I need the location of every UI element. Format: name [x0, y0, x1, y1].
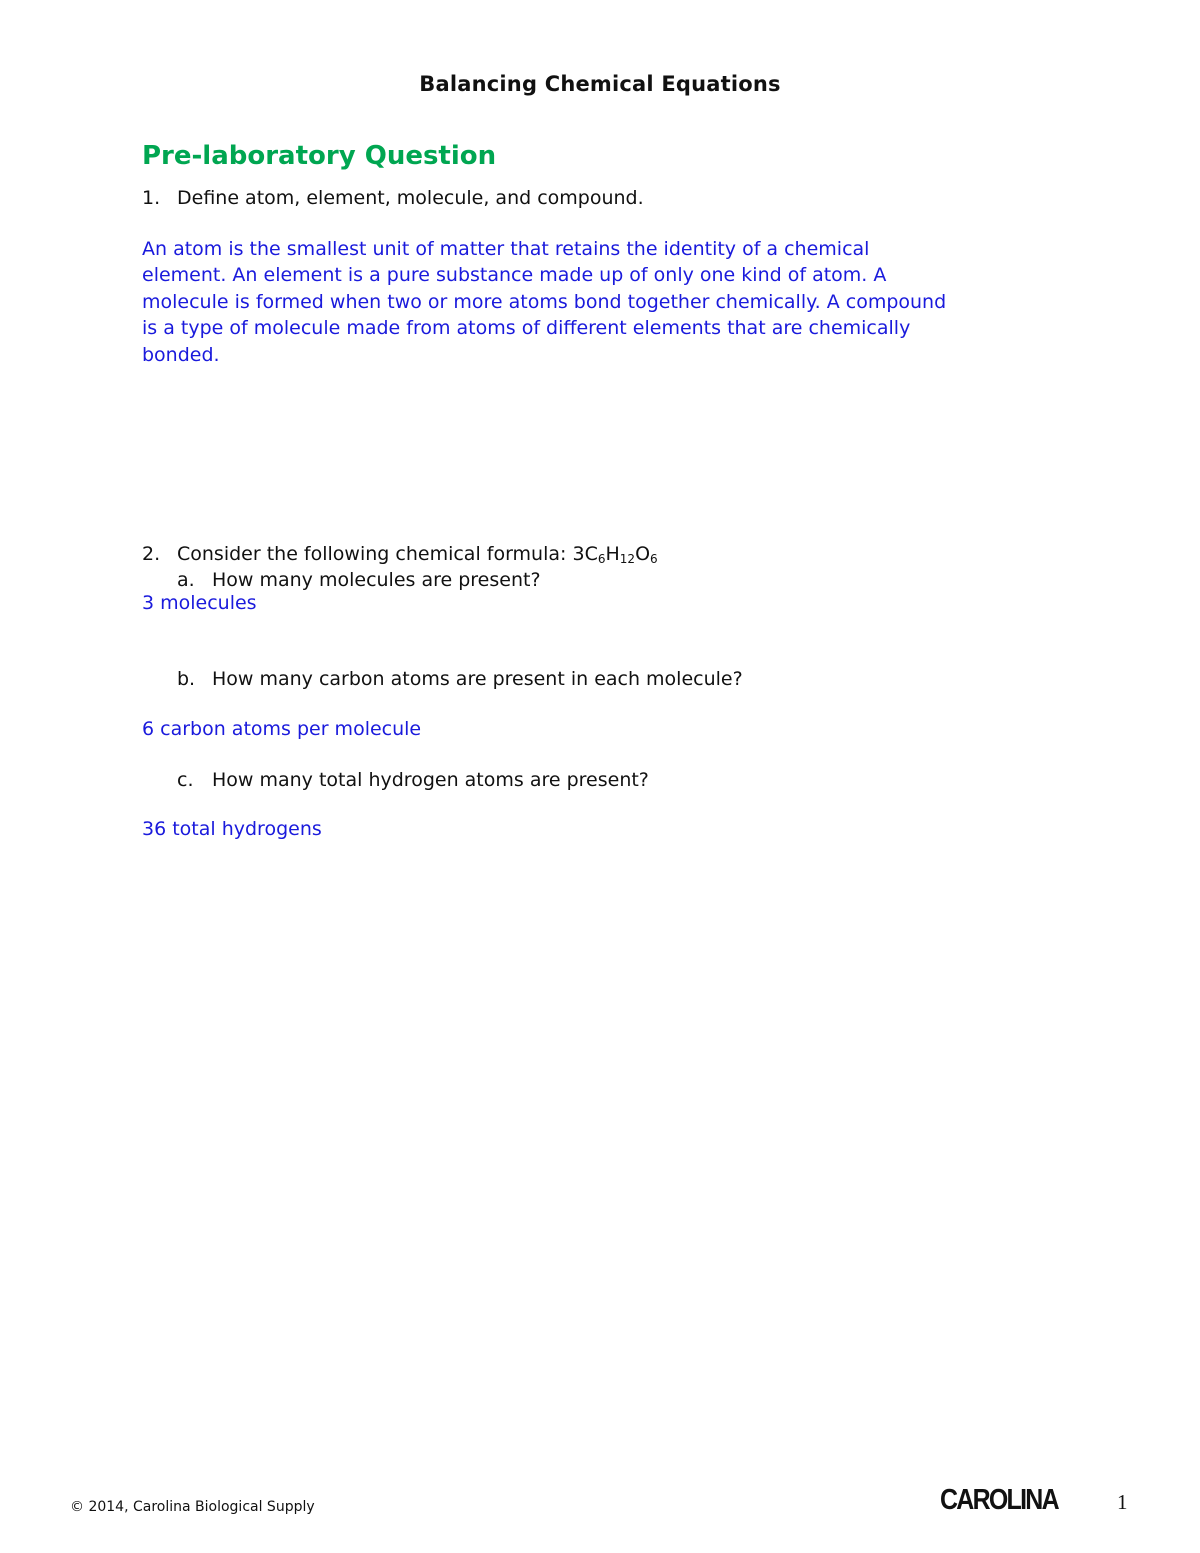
copyright-footer: © 2014, Carolina Biological Supply [70, 1499, 315, 1515]
answer-1-line: is a type of molecule made from atoms of different elements that are chemically [142, 317, 911, 340]
question-1-number: 1. [142, 187, 161, 209]
question-2b-text: How many carbon atoms are present in each molecule? [212, 668, 743, 690]
question-2b-letter: b. [177, 668, 196, 690]
section-heading: Pre-laboratory Question [142, 141, 497, 171]
question-2 [142, 541, 658, 567]
answer-1-line: element. An element is a pure substance made up of only one kind of atom. A [142, 264, 887, 287]
chemical-formula: $3C_6H_{12}O_6$ [572, 543, 658, 566]
question-2a-letter: a. [177, 569, 195, 591]
answer-1-line: An atom is the smallest unit of matter that retains the identity of a chemical [142, 238, 870, 260]
answer-2a: 3 molecules [142, 592, 257, 614]
carolina-logo: CAROLINA [940, 1484, 1058, 1516]
question-2-text: Consider the following chemical formula: [177, 543, 573, 565]
question-1 [142, 185, 644, 211]
question-2-number: 2. [142, 543, 161, 565]
answer-1-line: bonded. [142, 343, 220, 366]
answer-2c: 36 total hydrogens [142, 818, 322, 840]
answer-1-line: molecule is formed when two or more atoms bond together chemically. A compound [142, 290, 947, 313]
question-2c [177, 767, 649, 793]
question-2c-text: How many total hydrogen atoms are present? [212, 769, 649, 791]
question-2a-text: How many molecules are present? [212, 569, 541, 591]
question-2c-letter: c. [177, 769, 194, 791]
document-title: Balancing Chemical Equations [419, 72, 781, 96]
question-1-text: Define atom, element, molecule, and compound. [177, 187, 644, 209]
page-number: 1 [1117, 1490, 1128, 1514]
question-2b [177, 666, 743, 692]
answer-1 [142, 236, 1102, 368]
answer-2b: 6 carbon atoms per molecule [142, 718, 422, 740]
